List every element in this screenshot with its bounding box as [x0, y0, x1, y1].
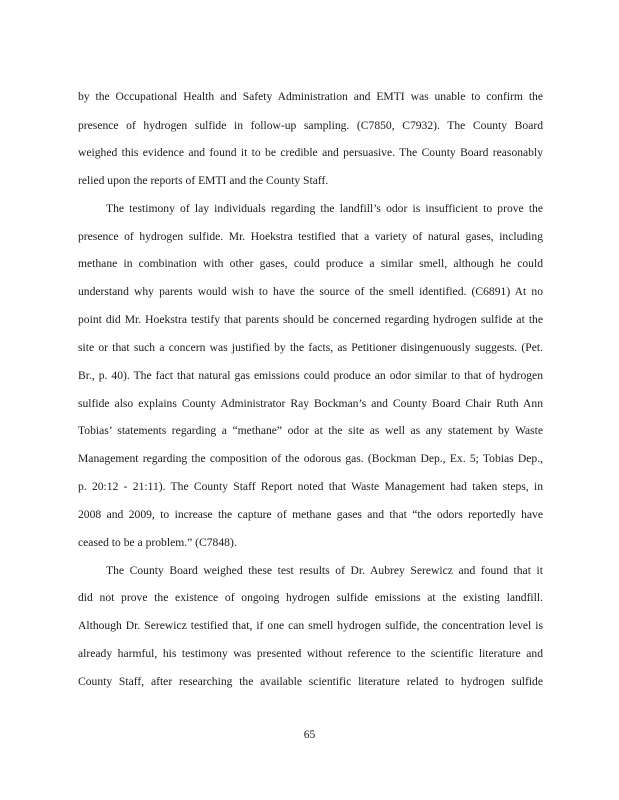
text-line: site or that such a concern was justified by the facts, as Petitioner disingenuously suggests. (Pet. — [78, 341, 543, 354]
text-line: Br., p. 40). The fact that natural gas emissions could produce an odor similar to that of hydrogen — [78, 369, 543, 382]
text-line: point did Mr. Hoekstra testify that parents should be concerned regarding hydrogen sulfide at the — [78, 313, 543, 326]
text-line: p. 20:12 - 21:11). The County Staff Report noted that Waste Management had taken steps, in — [78, 480, 543, 493]
text-line: already harmful, his testimony was presented without reference to the scientific literature and — [78, 647, 543, 660]
text-line: weighed this evidence and found it to be credible and persuasive. The County Board reasonably — [78, 146, 543, 159]
text-line: Although Dr. Serewicz testified that, if one can smell hydrogen sulfide, the concentration level is — [78, 619, 543, 632]
text-line: methane in combination with other gases, could produce a similar smell, although he could — [78, 257, 543, 270]
text-line: ceased to be a problem.” (C7848). — [78, 536, 237, 549]
text-line: presence of hydrogen sulfide. Mr. Hoekstra testified that a variety of natural gases, including — [78, 230, 543, 243]
text-line: The testimony of lay individuals regarding the landfill’s odor is insufficient to prove the — [106, 202, 543, 215]
text-line: presence of hydrogen sulfide in follow-up sampling. (C7850, C7932). The County Board — [78, 119, 543, 132]
text-line: County Staff, after researching the available scientific literature related to hydrogen sulfide — [78, 675, 543, 688]
text-line: by the Occupational Health and Safety Administration and EMTI was unable to confirm the — [78, 90, 543, 103]
text-line: relied upon the reports of EMTI and the County Staff. — [78, 174, 329, 187]
text-line: understand why parents would wish to have the source of the smell identified. (C6891) At no — [78, 285, 543, 298]
text-line: sulfide also explains County Administrator Ray Bockman’s and County Board Chair Ruth Ann — [78, 397, 543, 410]
text-line: Management regarding the composition of the odorous gas. (Bockman Dep., Ex. 5; Tobias Dep., — [78, 452, 543, 465]
text-line: Tobias’ statements regarding a “methane” odor at the site as well as any statement by Waste — [78, 424, 543, 437]
text-line: did not prove the existence of ongoing hydrogen sulfide emissions at the existing landfill. — [78, 591, 543, 604]
page-number: 65 — [303, 728, 316, 741]
text-line: 2008 and 2009, to increase the capture of methane gases and that “the odors reportedly have — [78, 508, 543, 521]
text-line: The County Board weighed these test results of Dr. Aubrey Serewicz and found that it — [106, 564, 543, 577]
